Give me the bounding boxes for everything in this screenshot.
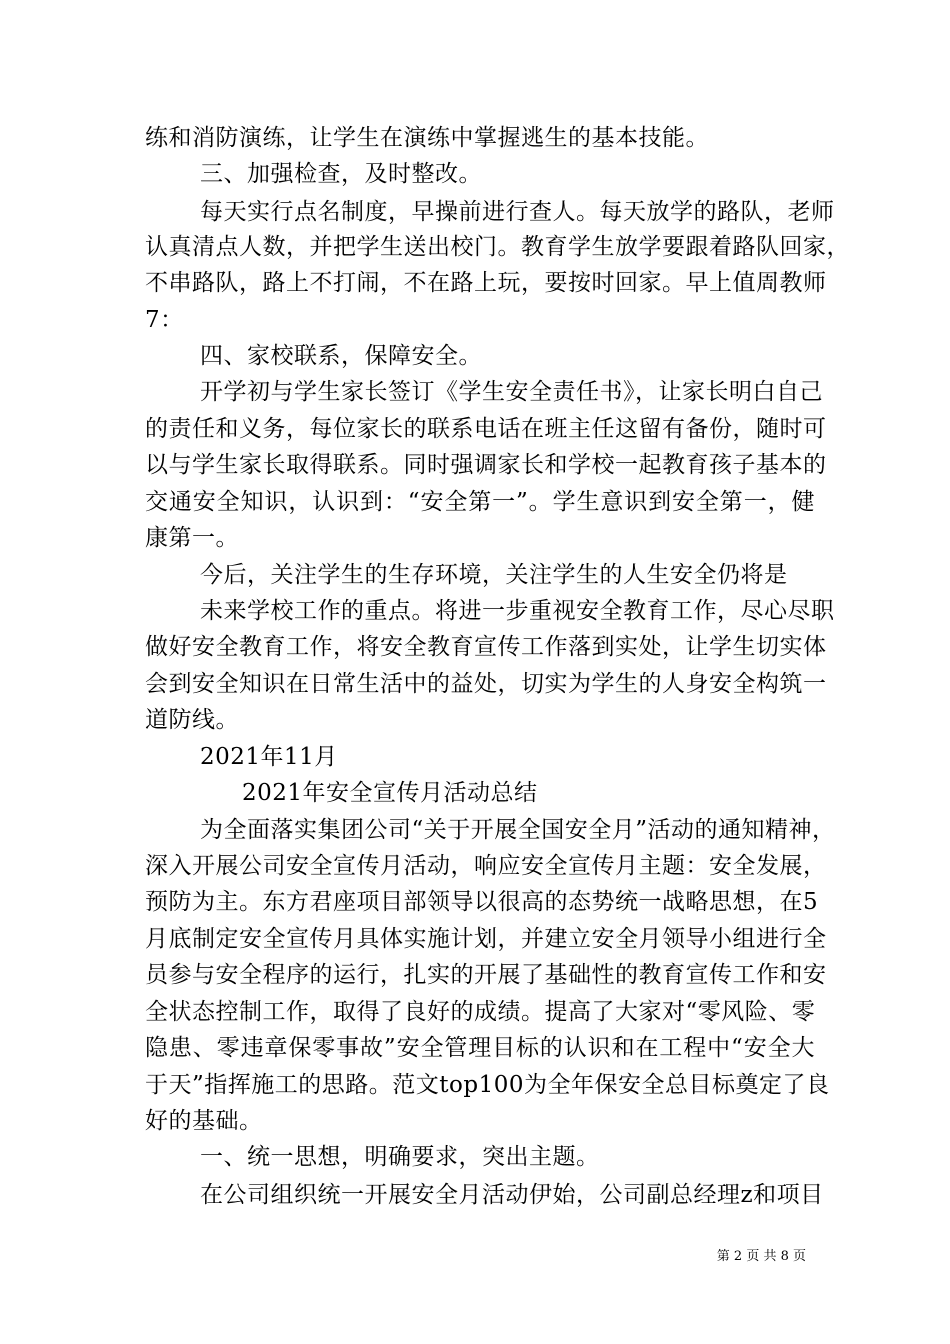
text-line: 隐患、零违章保零事故”安全管理目标的认识和在工程中“安全大 [145, 1035, 815, 1061]
text-line: 今后，关注学生的生存环境，关注学生的人生安全仍将是 [200, 562, 788, 588]
text-line: 为全面落实集团公司“关于开展全国安全月”活动的通知精神， [200, 817, 836, 843]
text-line: 深入开展公司安全宣传月活动，响应安全宣传月主题：安全发展， [145, 853, 827, 879]
text-line: 好的基础。 [145, 1108, 263, 1134]
text-line: 认真清点人数，并把学生送出校门。教育学生放学要跟着路队回家， [145, 234, 850, 260]
text-line: 交通安全知识，认识到：“安全第一”。学生意识到安全第一，健 [145, 489, 815, 515]
section-title: 2021年安全宣传月活动总结 [242, 780, 538, 806]
text-line: 做好安全教育工作，将安全教育宣传工作落到实处，让学生切实体 [145, 634, 827, 660]
date-line: 2021年11月 [200, 744, 338, 770]
text-line: 以与学生家长取得联系。同时强调家长和学校一起教育孩子基本的 [145, 452, 827, 478]
text-line: 员参与安全程序的运行，扎实的开展了基础性的教育宣传工作和安 [145, 962, 827, 988]
text-line: 会到安全知识在日常生活中的益处，切实为学生的人身安全构筑一 [145, 671, 827, 697]
text-line: 每天实行点名制度，早操前进行查人。每天放学的路队，老师 [200, 199, 835, 225]
text-line: 全状态控制工作，取得了良好的成绩。提高了大家对“零风险、零 [145, 999, 816, 1025]
text-line: 练和消防演练，让学生在演练中掌握逃生的基本技能。 [145, 125, 709, 151]
text-line: 开学初与学生家长签订《学生安全责任书》，让家长明白自己 [200, 379, 823, 405]
text-line: 月底制定安全宣传月具体实施计划，并建立安全月领导小组进行全 [145, 926, 827, 952]
section-heading: 一、统一思想，明确要求，突出主题。 [200, 1144, 600, 1170]
text-line: 不串路队，路上不打闹，不在路上玩，要按时回家。早上值周教师 [145, 270, 827, 296]
text-line: 7： [145, 307, 184, 333]
text-line: 康第一。 [145, 525, 239, 551]
text-line: 预防为主。东方君座项目部领导以很高的态势统一战略思想，在5 [145, 889, 819, 915]
text-line: 在公司组织统一开展安全月活动伊始，公司副总经理z和项目 [200, 1182, 824, 1208]
section-heading: 四、家校联系，保障安全。 [200, 343, 482, 369]
text-line: 道防线。 [145, 707, 239, 733]
text-line: 的责任和义务，每位家长的联系电话在班主任这留有备份，随时可 [145, 416, 827, 442]
page-number: 第 2 页 共 8 页 [716, 1249, 806, 1264]
text-line: 未来学校工作的重点。将进一步重视安全教育工作，尽心尽职 [200, 598, 835, 624]
section-heading: 三、加强检查，及时整改。 [200, 161, 482, 187]
text-line: 于天”指挥施工的思路。范文top100为全年保安全总目标奠定了良 [145, 1072, 830, 1098]
